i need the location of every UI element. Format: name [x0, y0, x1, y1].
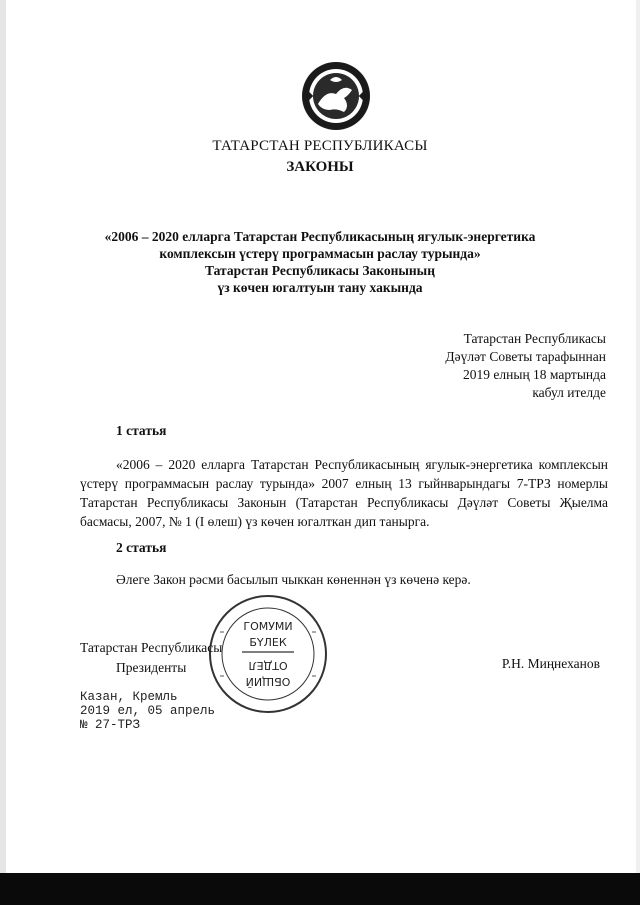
title-line-1: «2006 – 2020 елларга Татарстан Республикасының ягулык-энергетика [104, 229, 536, 244]
coat-of-arms-icon [300, 60, 372, 132]
article-1-text: «2006 – 2020 елларга Татарстан Республикасының ягулык-энергетика комплексын үстерү программасын раслау турында» 2007 елның 13 гыйнварындагы 7-ТРЗ номерлы Татарстан Республикасы Законын (Татарстан Республикасы Дәүләт Советы Җыелма басмасы, 2007, № 1 (I өлеш) үз көчен югалткан дип танырга. [80, 457, 608, 529]
official-stamp [206, 592, 330, 716]
scan-edge-left [0, 0, 6, 905]
scan-bottom-band [0, 873, 640, 905]
title-line-4: үз көчен югалтуын тану хакында [217, 280, 423, 295]
adoption-line-1: Татарстан Республикасы [463, 331, 606, 346]
header-law: ЗАКОНЫ [286, 159, 354, 175]
signature-title-line-2: Президенты [116, 660, 187, 675]
place-date-number [80, 690, 215, 732]
stamp-line-1: ГОМУМИ [243, 620, 293, 633]
footer-number: № 27-ТРЗ [80, 718, 141, 732]
header-republic: ТАТАРСТАН РЕСПУБЛИКАСЫ [212, 138, 428, 154]
signatory-name: Р.Н. Миңнеханов [501, 656, 600, 671]
stamp-line-3: ОБЩИЙ [245, 675, 291, 688]
stamp-line-4: ОТДЕЛ [248, 659, 288, 672]
footer-place: Казан, Кремль [80, 690, 178, 704]
footer-date: 2019 ел, 05 апрель [80, 704, 216, 718]
scan-edge-right [636, 0, 640, 905]
adoption-note [366, 330, 606, 402]
article-2-text: Әлеге Закон рәсми басылып чыккан көненнән үз көченә керә. [116, 572, 471, 587]
stamp-line-2: БҮЛЕК [249, 636, 287, 649]
document-title [90, 228, 550, 296]
adoption-line-4: кабул ителде [532, 385, 606, 400]
signature-title-line-1: Татарстан Республикасы [80, 640, 223, 655]
title-line-2: комплексын үстерү программасын раслау турында» [159, 246, 481, 261]
signature-title [80, 638, 222, 678]
title-line-3: Татарстан Республикасы Законының [204, 263, 436, 278]
adoption-line-3: 2019 елның 18 мартында [463, 367, 606, 382]
adoption-line-2: Дәүләт Советы тарафыннан [445, 349, 606, 364]
article-1-heading: 1 статья [116, 423, 167, 438]
article-2-heading: 2 статья [116, 540, 167, 555]
